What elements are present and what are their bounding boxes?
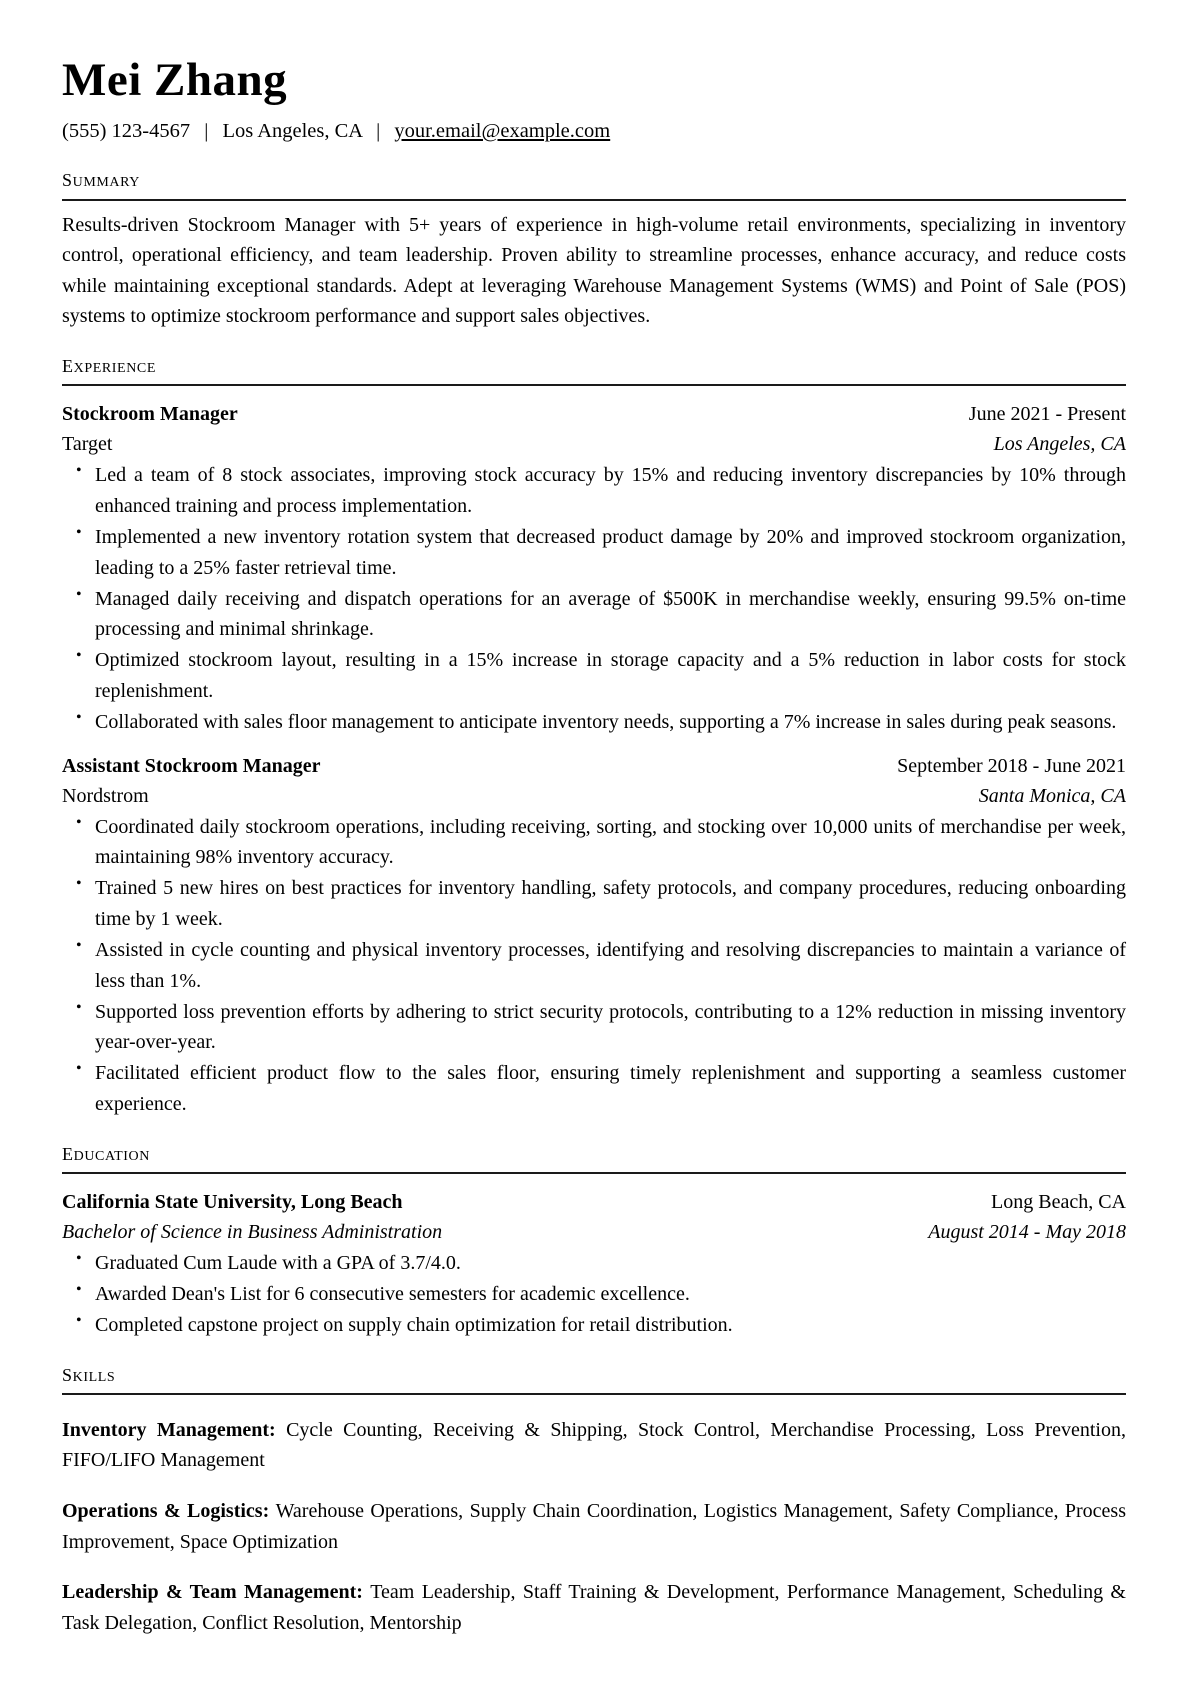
resume-header <box>62 54 1126 146</box>
skill-items: Cycle Counting, Receiving & Shipping, Stock Control, Merchandise Processing, Loss Prevention, FIFO/LIFO Management <box>62 1418 1126 1472</box>
section-title-summary: summary <box>62 165 141 193</box>
contact-separator: | <box>204 119 209 142</box>
skill-category-label: Operations & Logistics: <box>62 1500 276 1522</box>
job-title: Stockroom Manager <box>62 403 238 426</box>
education-bullet-list <box>62 1248 1126 1341</box>
job-bullet: • Managed daily receiving and dispatch operations for an average of $500K in merchandise weekly, ensuring 99.5% on-time processing and minimal shrinkage. <box>95 584 1126 645</box>
contact-phone: (555) 123-4567 <box>62 119 191 142</box>
experience-entry-header <box>62 399 1126 429</box>
contact-separator: | <box>376 119 381 142</box>
section-rule <box>62 1172 1126 1174</box>
education-bullet: • Completed capstone project on supply chain optimization for retail distribution. <box>95 1310 1126 1341</box>
section-title-experience: experience <box>62 351 157 378</box>
section-rule <box>62 384 1126 386</box>
summary-text: Results-driven Stockroom Manager with 5+ years of experience in high-volume retail environments, specializing in inventory control, operational efficiency, and team leadership. Proven ability to streamline processes, enhance accuracy, and reduce costs while maintaining exceptional standards. Adept at leveraging Warehouse Management Systems (WMS) and Point of Sale (POS) systems to optimize stockroom performance and support sales objectives. <box>62 213 1126 328</box>
skill-category-label: Leadership & Team Management: <box>62 1581 371 1604</box>
education-date: August 2014 - May 2018 <box>928 1220 1126 1243</box>
skill-group <box>62 1415 1126 1476</box>
skill-group <box>62 1577 1126 1638</box>
experience-entry-header <box>62 751 1126 781</box>
school-name: California State University, Long Beach <box>62 1190 403 1213</box>
section-summary <box>62 163 1126 332</box>
section-title-skills: skills <box>62 1359 116 1387</box>
job-title: Assistant Stockroom Manager <box>62 754 321 777</box>
section-rule <box>62 1393 1126 1395</box>
job-bullet: • Implemented a new inventory rotation system that decreased product damage by 20% and improved stockroom organization, leading to a 25% faster retrieval time. <box>95 522 1126 583</box>
skill-items: Warehouse Operations, Supply Chain Coordination, Logistics Management, Safety Compliance, Process Improvement, Space Optimization <box>62 1500 1126 1553</box>
section-rule <box>62 199 1126 201</box>
skill-group <box>62 1496 1126 1557</box>
job-location: Los Angeles, CA <box>993 433 1126 456</box>
job-company: Target <box>62 433 113 456</box>
contact-location: Los Angeles, CA <box>222 119 362 142</box>
experience-entry <box>62 399 1126 737</box>
degree-name: Bachelor of Science in Business Administration <box>62 1220 443 1243</box>
job-bullet: • Assisted in cycle counting and physical inventory processes, identifying and resolving discrepancies to maintain a variance of less than 1%. <box>95 935 1126 996</box>
job-bullet: • Coordinated daily stockroom operations, including receiving, sorting, and stocking over 10,000 units of merchandise per week, maintaining 98% inventory accuracy. <box>95 812 1126 873</box>
education-bullet: • Graduated Cum Laude with a GPA of 3.7/4.0. <box>95 1248 1126 1279</box>
job-bullet: • Facilitated efficient product flow to the sales floor, ensuring timely replenishment and supporting a seamless customer experience. <box>95 1058 1126 1119</box>
contact-line <box>62 116 1126 147</box>
experience-entry <box>62 751 1126 1120</box>
education-entry-header <box>62 1187 1126 1217</box>
section-skills <box>62 1358 1126 1639</box>
education-bullet: • Awarded Dean's List for 6 consecutive semesters for academic excellence. <box>95 1279 1126 1310</box>
job-bullet: • Led a team of 8 stock associates, improving stock accuracy by 15% and reducing inventory discrepancies by 10% through enhanced training and process implementation. <box>95 460 1126 521</box>
job-company: Nordstrom <box>62 784 149 807</box>
section-education <box>62 1137 1126 1341</box>
job-location: Santa Monica, CA <box>978 784 1126 807</box>
section-title-education: education <box>62 1138 150 1166</box>
contact-email-link[interactable]: your.email@example.com <box>394 119 611 142</box>
job-bullet-list <box>62 812 1126 1120</box>
job-bullet-list <box>62 460 1126 737</box>
job-date: June 2021 - Present <box>968 403 1126 426</box>
job-bullet: • Supported loss prevention efforts by adhering to strict security protocols, contributing to a 12% reduction in missing inventory year-over-year. <box>95 997 1126 1058</box>
job-bullet: • Optimized stockroom layout, resulting in a 15% increase in storage capacity and a 5% reduction in labor costs for stock replenishment. <box>95 645 1126 706</box>
school-location: Long Beach, CA <box>991 1190 1126 1213</box>
job-bullet: • Trained 5 new hires on best practices for inventory handling, safety protocols, and company procedures, reducing onboarding time by 1 week. <box>95 873 1126 934</box>
education-entry-subheader <box>62 1217 1126 1247</box>
skill-items: Team Leadership, Staff Training & Development, Performance Management, Scheduling & Task Delegation, Conflict Resolution, Mentorship <box>62 1581 1126 1634</box>
section-experience <box>62 349 1126 1120</box>
education-entry <box>62 1187 1126 1341</box>
job-date: September 2018 - June 2021 <box>897 754 1126 777</box>
candidate-name: Mei Zhang <box>62 54 288 106</box>
experience-entry-subheader <box>62 429 1126 459</box>
skill-category-label: Inventory Management: <box>62 1418 287 1441</box>
experience-entry-subheader <box>62 781 1126 811</box>
job-bullet: • Collaborated with sales floor management to anticipate inventory needs, supporting a 7% increase in sales during peak seasons. <box>95 707 1126 738</box>
